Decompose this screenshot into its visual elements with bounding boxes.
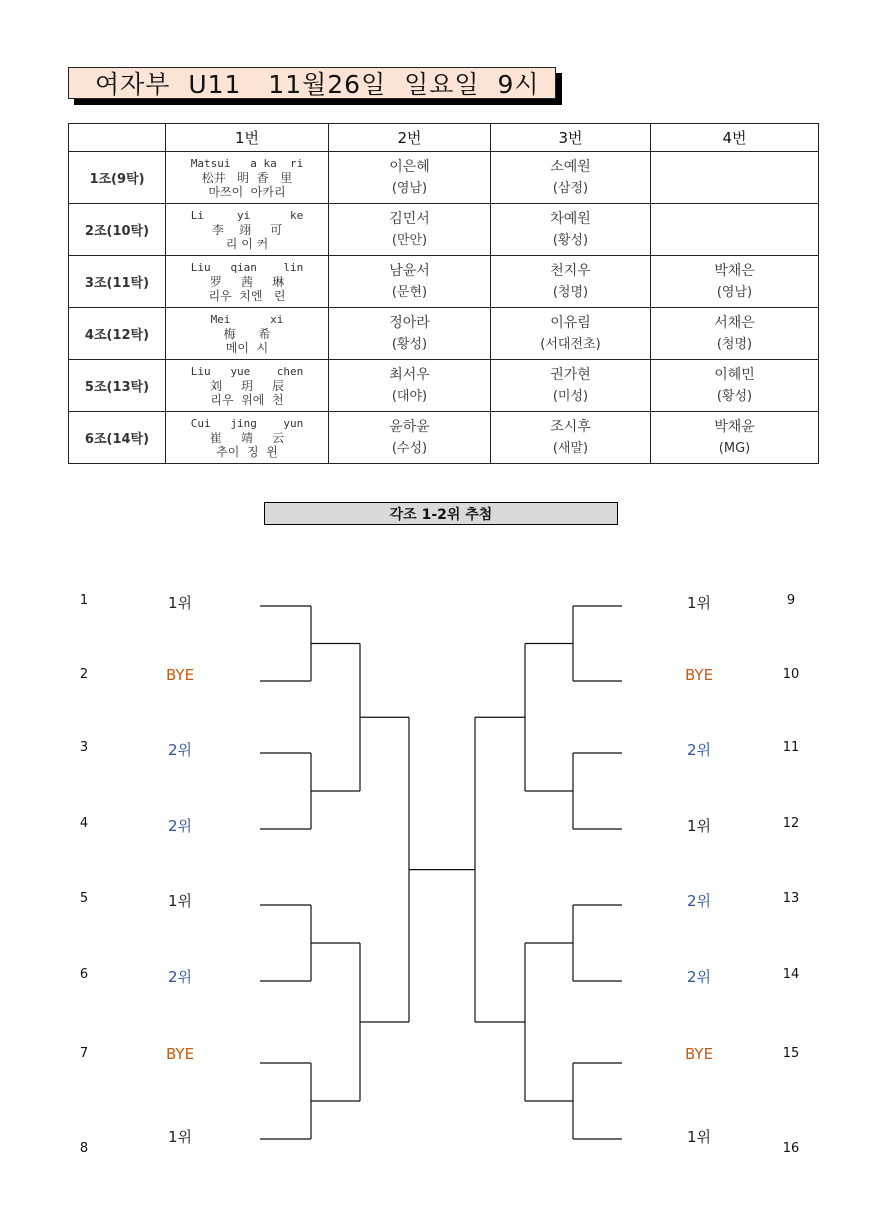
player-name-chinese: 崔 靖 云	[209, 430, 285, 445]
group-label: 2조(10탁)	[69, 204, 166, 256]
draw-slot-number: 2	[79, 667, 89, 682]
group-label: 1조(9탁)	[69, 152, 166, 204]
player-name-english: Matsui a ka ri	[190, 156, 304, 170]
player-name-korean: 추이 징 윈	[216, 444, 278, 459]
draw-slot-number: 12	[782, 816, 800, 831]
player-name: 이혜민	[714, 366, 755, 383]
draw-slot-label: BYE	[684, 1045, 714, 1063]
player-name-korean: 리우 치엔 린	[208, 288, 286, 303]
player-name: 남윤서	[389, 262, 430, 279]
player-name-korean: 메이 시	[225, 340, 269, 355]
group-label: 6조(14탁)	[69, 412, 166, 464]
draw-slot-label: 2위	[686, 892, 712, 910]
player-name: 최서우	[389, 366, 430, 383]
player-team: (새말)	[552, 440, 589, 456]
player-name: 윤하윤	[389, 418, 430, 435]
draw-slot-number: 5	[79, 891, 89, 906]
draw-slot-label: 2위	[686, 741, 712, 759]
draw-slot-label: 2위	[167, 741, 193, 759]
player-name-korean: 리 이 커	[225, 236, 269, 251]
player-team: (영남)	[716, 284, 753, 300]
draw-slot-number: 13	[782, 891, 800, 906]
player-team: (서대전초)	[540, 336, 601, 352]
player-name: 이은혜	[389, 158, 430, 175]
draw-title: 각조 1-2위 추첨	[264, 502, 618, 525]
player-name: 소예원	[550, 158, 591, 175]
draw-slot-label: 1위	[686, 817, 712, 835]
player-team: (영남)	[391, 180, 428, 196]
draw-slot-label: 1위	[686, 594, 712, 612]
header-slot-1: 1번	[166, 124, 329, 152]
draw-slot-number: 4	[79, 816, 89, 831]
player-name-korean: 마쯔이 아카리	[208, 184, 286, 199]
draw-slot-number: 9	[786, 593, 796, 608]
player-name: 천지우	[550, 262, 591, 279]
draw-slot-label: 1위	[167, 1128, 193, 1146]
draw-slot-number: 14	[782, 967, 800, 982]
draw-slot-number: 16	[782, 1141, 800, 1156]
player-team: (미성)	[552, 388, 589, 404]
player-name-english: Li yi ke	[190, 208, 304, 222]
player-name: 권가현	[550, 366, 591, 383]
player-team: (MG)	[718, 440, 751, 456]
draw-slot-number: 8	[79, 1141, 89, 1156]
header-slot-3: 3번	[491, 124, 651, 152]
page-title: 여자부 U11 11월26일 일요일 9시	[68, 67, 556, 99]
draw-slot-number: 10	[782, 667, 800, 682]
player-team: (청명)	[552, 284, 589, 300]
draw-slot-label: 1위	[167, 594, 193, 612]
draw-slot-number: 1	[79, 593, 89, 608]
draw-slot-label: BYE	[165, 1045, 195, 1063]
player-team: (문현)	[391, 284, 428, 300]
draw-slot-number: 3	[79, 740, 89, 755]
player-name-chinese: 李 翊 可	[211, 222, 283, 237]
player-name: 조시후	[550, 418, 591, 435]
player-name: 차예원	[550, 210, 591, 227]
group-label: 5조(13탁)	[69, 360, 166, 412]
player-name: 김민서	[389, 210, 430, 227]
draw-slot-label: 1위	[167, 892, 193, 910]
player-name: 서채은	[714, 314, 755, 331]
draw-slot-label: 2위	[167, 968, 193, 986]
player-team: (황성)	[716, 388, 753, 404]
draw-slot-label: 2위	[167, 817, 193, 835]
player-team: (청명)	[716, 336, 753, 352]
draw-slot-label: 1위	[686, 1128, 712, 1146]
player-team: (황성)	[391, 336, 428, 352]
player-name: 박채은	[714, 262, 755, 279]
draw-slot-number: 7	[79, 1046, 89, 1061]
player-name: 박채윤	[714, 418, 755, 435]
group-label: 3조(11탁)	[69, 256, 166, 308]
player-name-english: Liu yue chen	[190, 364, 304, 378]
player-team: (수성)	[391, 440, 428, 456]
player-name-chinese: 刘 玥 辰	[209, 378, 285, 393]
player-name: 이유림	[550, 314, 591, 331]
player-team: (대야)	[391, 388, 428, 404]
draw-slot-number: 11	[782, 740, 800, 755]
draw-slot-label: BYE	[684, 666, 714, 684]
draw-slot-number: 6	[79, 967, 89, 982]
group-label: 4조(12탁)	[69, 308, 166, 360]
draw-slot-label: BYE	[165, 666, 195, 684]
player-name-english: Cui jing yun	[190, 416, 304, 430]
player-name-chinese: 梅 希	[223, 326, 271, 341]
player-name-chinese: 松井 明 香 里	[201, 170, 293, 185]
player-name-english: Mei xi	[210, 312, 284, 326]
player-name-korean: 리우 위에 천	[210, 392, 284, 407]
header-slot-2: 2번	[329, 124, 491, 152]
player-name: 정아라	[389, 314, 430, 331]
draw-slot-number: 15	[782, 1046, 800, 1061]
player-team: (삼정)	[552, 180, 589, 196]
player-team: (만안)	[391, 232, 428, 248]
player-name-english: Liu qian lin	[190, 260, 304, 274]
player-team: (황성)	[552, 232, 589, 248]
player-name-chinese: 罗 茜 琳	[209, 274, 285, 289]
draw-slot-label: 2위	[686, 968, 712, 986]
header-slot-4: 4번	[651, 124, 819, 152]
